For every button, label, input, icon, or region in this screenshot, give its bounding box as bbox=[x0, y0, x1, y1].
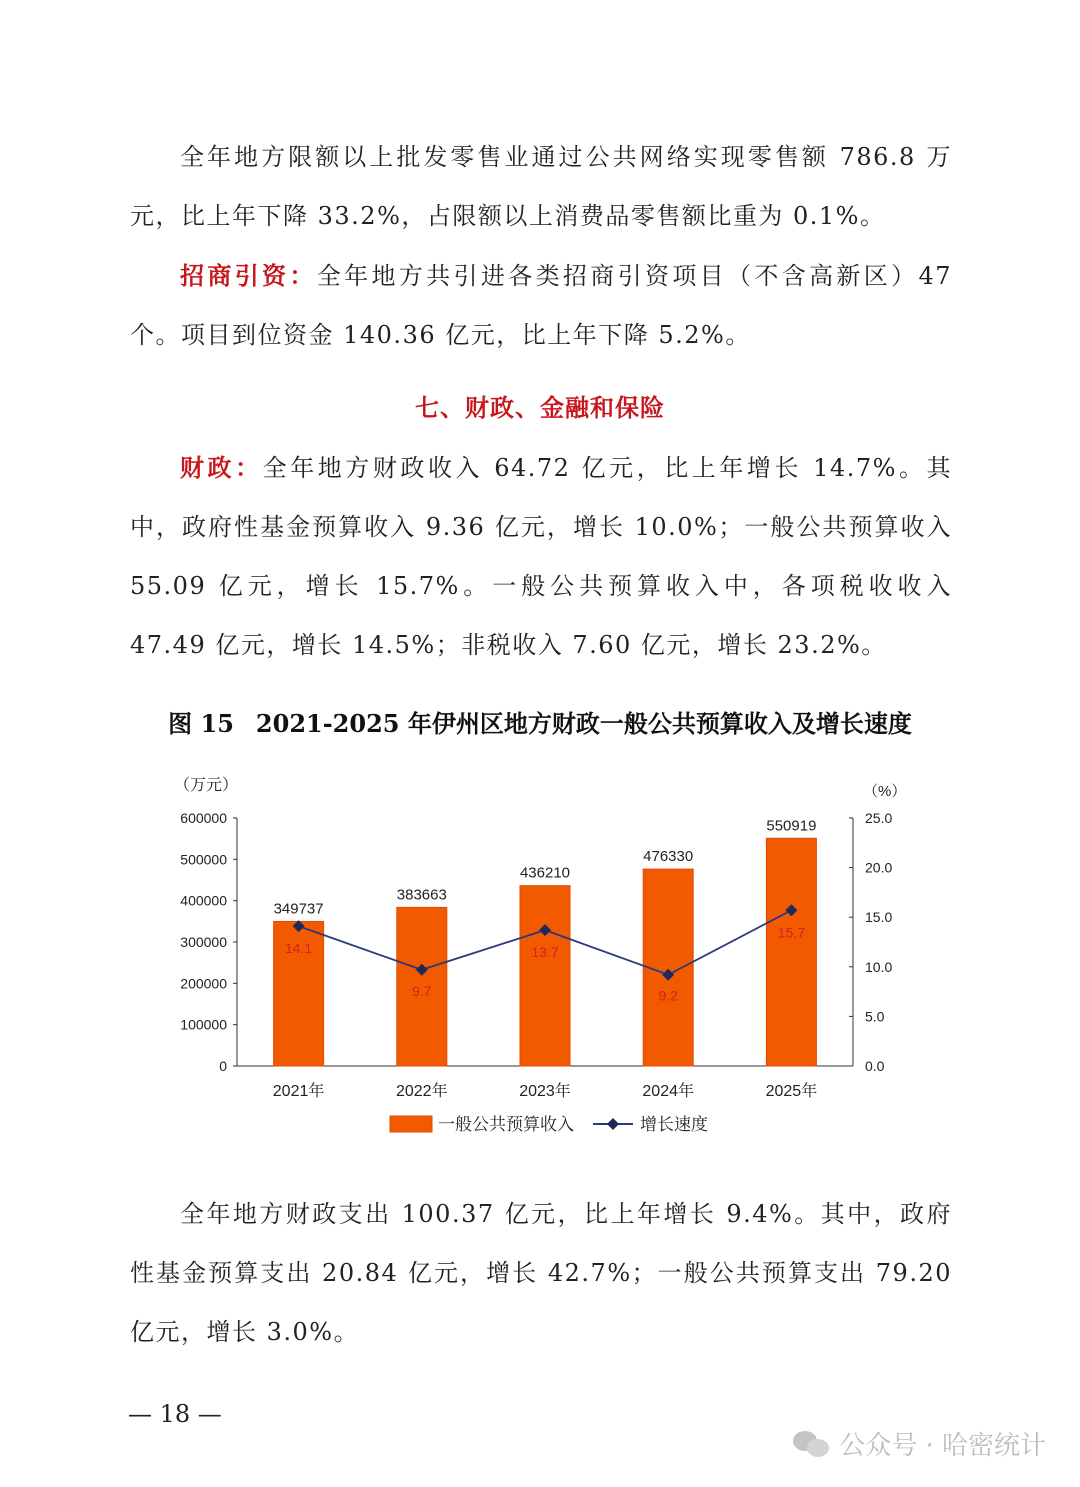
left-tick-label: 100000 bbox=[180, 1016, 227, 1033]
growth-value-label: 14.1 bbox=[284, 940, 313, 957]
left-tick-label: 500000 bbox=[180, 851, 227, 868]
bar-value-label: 383663 bbox=[396, 886, 447, 904]
keyword-finance: 财政： bbox=[180, 453, 263, 482]
figure-title bbox=[0, 704, 1080, 739]
left-tick-label: 400000 bbox=[180, 892, 227, 909]
x-tick-label: 2022年 bbox=[395, 1083, 448, 1100]
bar-value-label: 476330 bbox=[643, 848, 694, 866]
paragraph-finance-revenue-text: 全年地方财政收入 64.72 亿元，比上年增长 14.7%。其中，政府性基金预算收入 9.36 亿元，增长 10.0%；一般公共预算收入 55.09 亿元，增长 15.7%。一般公共预算收入中，各项税收收入 47.49 亿元，增长 14.5%；非税收入 7.60 亿元，增长 23.2%。 bbox=[130, 454, 953, 659]
figure-title-text: 2021-2025 年伊州区地方财政一般公共预算收入及增长速度 bbox=[255, 709, 912, 738]
legend-bar-swatch bbox=[390, 1116, 432, 1132]
left-tick-label: 0 bbox=[219, 1058, 227, 1074]
legend-line-label: 增长速度 bbox=[640, 1115, 708, 1134]
bar-value-label: 550919 bbox=[766, 817, 817, 835]
growth-value-label: 9.7 bbox=[412, 982, 432, 999]
wechat-logo-icon bbox=[793, 1429, 831, 1459]
paragraph-online-retail: 全年地方限额以上批发零售业通过公共网络实现零售额 786.8 万元，比上年下降 33.2%，占限额以上消费品零售额比重为 0.1%。 bbox=[130, 143, 952, 230]
right-tick-label: 0.0 bbox=[865, 1058, 885, 1074]
growth-value-label: 15.7 bbox=[777, 924, 806, 941]
x-tick-label: 2023年 bbox=[519, 1083, 571, 1100]
left-tick-label: 200000 bbox=[180, 975, 227, 992]
growth-value-label: 13.7 bbox=[531, 944, 559, 961]
x-tick-label: 2021年 bbox=[272, 1083, 325, 1100]
keyword-investment: 招商引资： bbox=[180, 261, 317, 290]
right-tick-label: 20.0 bbox=[865, 859, 893, 876]
revenue-chart bbox=[160, 760, 920, 1160]
bar-value-label: 349737 bbox=[273, 900, 324, 918]
paragraph-finance-expenditure: 全年地方财政支出 100.37 亿元，比上年增长 9.4%。其中，政府性基金预算支出 20.84 亿元，增长 42.7%；一般公共预算支出 79.20 亿元，增长 3.0%。 bbox=[130, 1200, 952, 1346]
left-axis-unit: （万元） bbox=[174, 777, 239, 794]
right-tick-label: 25.0 bbox=[865, 810, 893, 826]
bar-value-label: 436210 bbox=[519, 864, 571, 882]
legend-line-marker bbox=[607, 1118, 619, 1130]
section-heading: 七、财政、金融和保险 bbox=[415, 393, 665, 422]
right-tick-label: 15.0 bbox=[865, 909, 893, 926]
bar bbox=[766, 838, 816, 1066]
page-number: — 18 — bbox=[128, 1400, 222, 1428]
paragraph-investment bbox=[130, 246, 952, 365]
right-axis-unit: （%） bbox=[863, 783, 907, 800]
x-tick-label: 2025年 bbox=[765, 1083, 818, 1100]
growth-value-label: 9.2 bbox=[658, 987, 678, 1004]
right-tick-label: 10.0 bbox=[865, 958, 893, 975]
watermark-text: 公众号 · 哈密统计 bbox=[839, 1431, 1046, 1461]
left-tick-label: 300000 bbox=[180, 934, 227, 950]
x-tick-label: 2024年 bbox=[642, 1083, 695, 1100]
legend-bar-label: 一般公共预算收入 bbox=[438, 1115, 574, 1134]
paragraph-finance-revenue bbox=[130, 438, 952, 675]
watermark bbox=[793, 1425, 1046, 1462]
bar bbox=[520, 886, 570, 1066]
paragraph-investment-text: 全年地方共引进各类招商引资项目（不含高新区）47 个。项目到位资金 140.36 亿元，比上年下降 5.2%。 bbox=[130, 262, 953, 349]
figure-number: 图 15 bbox=[168, 709, 234, 738]
left-tick-label: 600000 bbox=[180, 810, 227, 826]
right-tick-label: 5.0 bbox=[865, 1008, 885, 1025]
